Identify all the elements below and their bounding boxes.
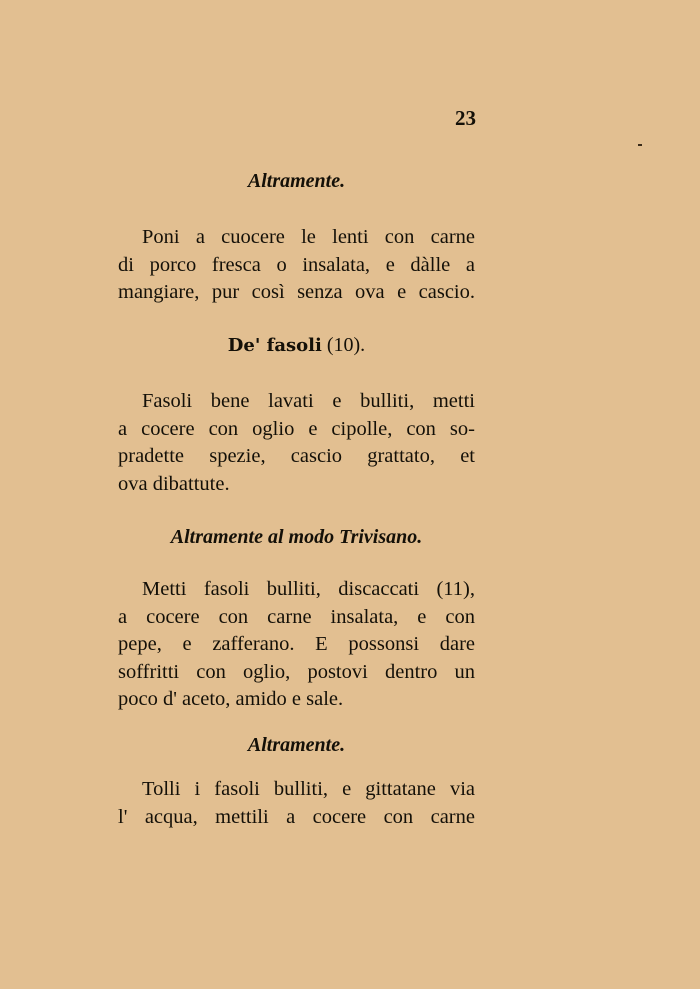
text-line: soffritti con oglio, postovi dentro un xyxy=(118,660,475,683)
section-heading: Altramente al modo Trivisano. xyxy=(170,526,423,548)
text-line: Metti fasoli bulliti, discaccati (11), xyxy=(142,578,475,600)
text-line: Fasoli bene lavati e bulliti, metti xyxy=(142,390,475,412)
text-line: ova dibattute. xyxy=(118,472,230,495)
paragraph xyxy=(118,576,475,714)
footnote-ref: (10). xyxy=(326,334,366,356)
text-line: poco d' aceto, amido e sale. xyxy=(118,688,344,710)
paragraph xyxy=(118,388,475,498)
text-line: a cocere con carne insalata, e con xyxy=(118,605,475,628)
section-heading-title: De' fasoli xyxy=(227,335,322,356)
text-line: mangiare, pur così senza ova e cascio. xyxy=(118,281,475,303)
text-line: di porco fresca o insalata, e dàlle a xyxy=(118,253,475,276)
paragraph xyxy=(118,776,475,831)
section-heading: Altramente. xyxy=(247,170,346,192)
section-heading xyxy=(118,334,475,357)
text-line: a cocere con oglio e cipolle, con so- xyxy=(118,417,475,440)
text-line: Poni a cuocere le lenti con carne xyxy=(142,226,475,248)
text-line: Tolli i fasoli bulliti, e gittatane via xyxy=(142,778,475,800)
text-line: pepe, e zafferano. E possonsi dare xyxy=(118,633,475,655)
ink-speck xyxy=(638,144,642,146)
text-line: pradette spezie, cascio grattato, et xyxy=(118,445,475,467)
section-heading: Altramente. xyxy=(247,734,346,756)
page-number: 23 xyxy=(455,106,476,130)
paragraph xyxy=(118,224,475,307)
text-line: l' acqua, mettili a cocere con carne xyxy=(118,805,475,828)
